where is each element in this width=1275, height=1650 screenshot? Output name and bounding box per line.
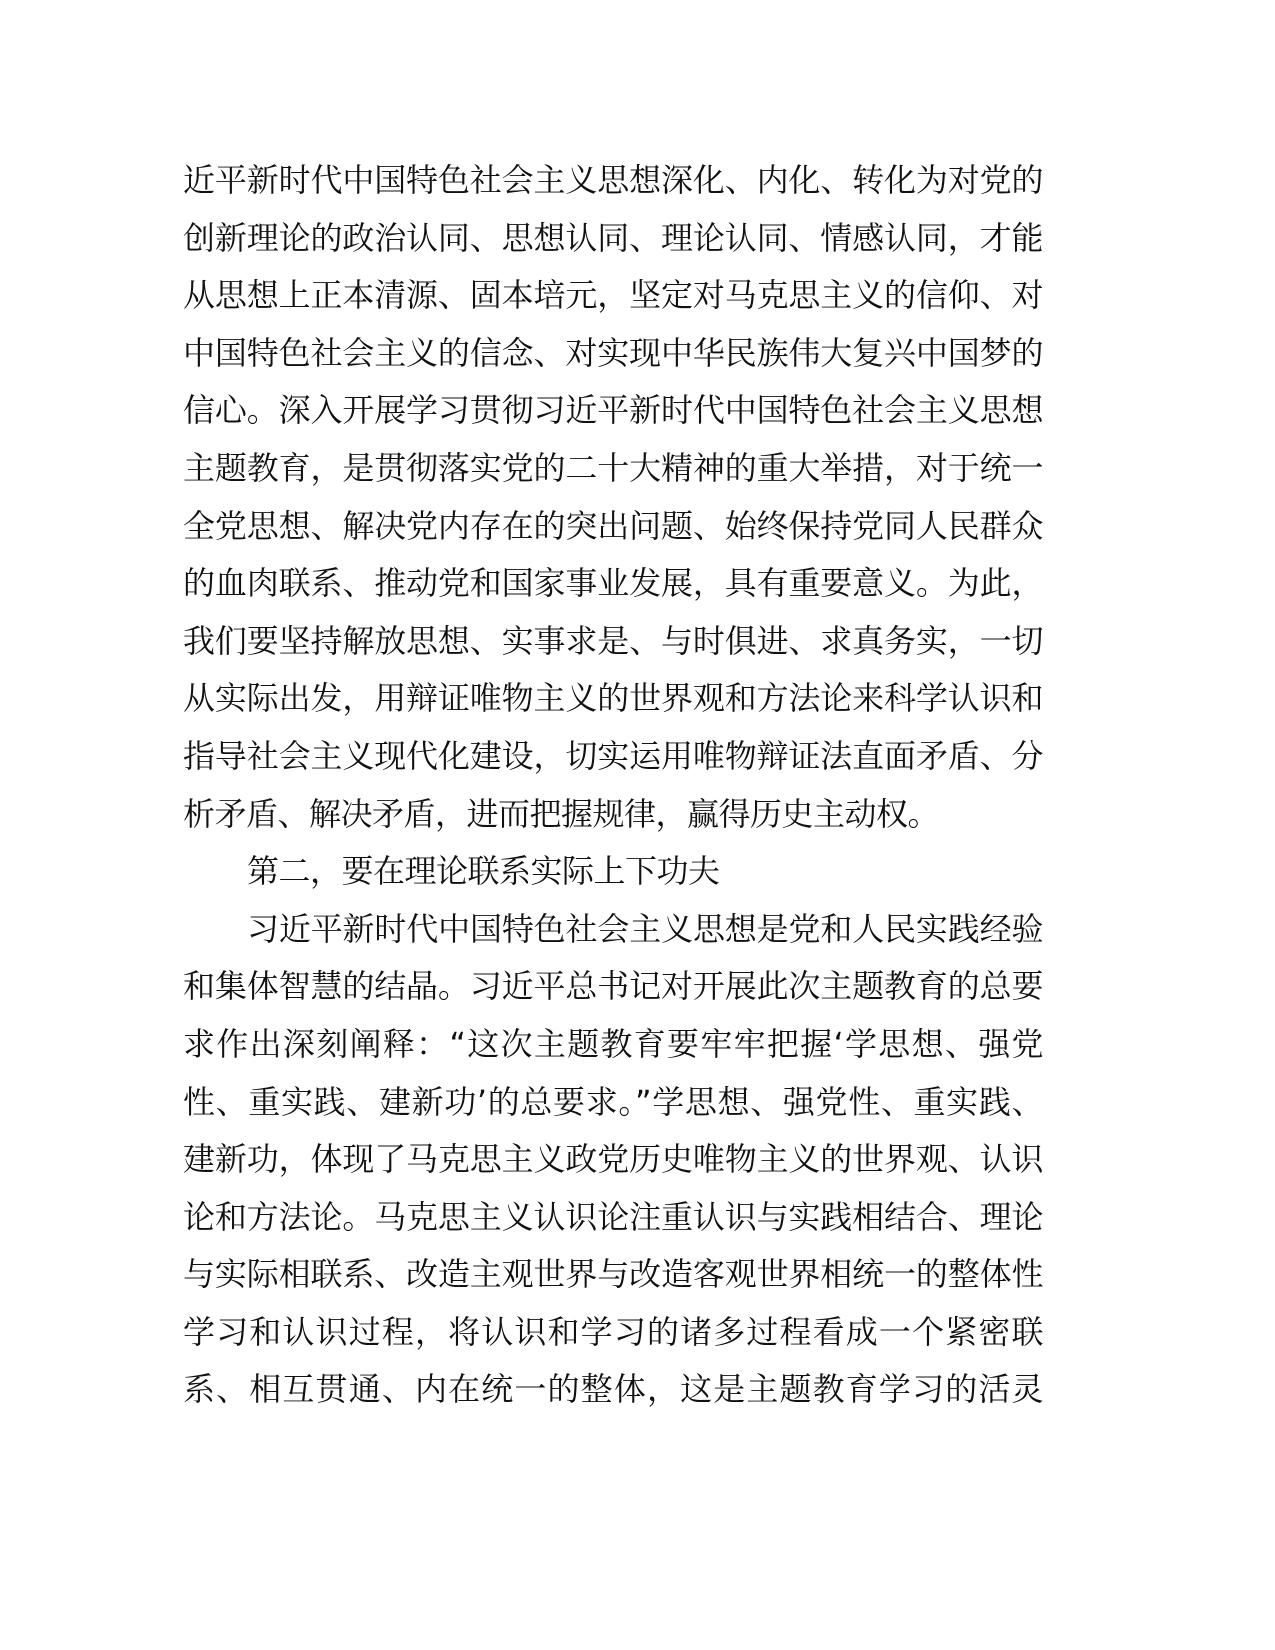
text-line: 全党思想、解决党内存在的突出问题、始终保持党同人民群众: [183, 506, 1043, 545]
text-line: 中国特色社会主义的信念、对实现中华民族伟大复兴中国梦的: [183, 333, 1043, 372]
paragraph-2: [183, 901, 1043, 1419]
text-line: 论和方法论。马克思主义认识论注重认识与实践相结合、理论: [183, 1197, 1043, 1236]
text-line: 指导社会主义现代化建设，切实运用唯物辩证法直面矛盾、分: [183, 736, 1043, 775]
text-line: 建新功，体现了马克思主义政党历史唯物主义的世界观、认识: [183, 1140, 1043, 1179]
text-line: 学习和认识过程，将认识和学习的诸多过程看成一个紧密联: [183, 1312, 1043, 1351]
text-line: 从思想上正本清源、固本培元，坚定对马克思主义的信仰、对: [183, 276, 1043, 315]
text-line: 性、重实践、建新功’的总要求。”学思想、强党性、重实践、: [183, 1082, 1043, 1121]
text-line: 近平新时代中国特色社会主义思想深化、内化、转化为对党的: [183, 161, 1043, 199]
paragraph-1: [183, 152, 1043, 843]
text-line: 和集体智慧的结晶。习近平总书记对开展此次主题教育的总要: [183, 967, 1043, 1006]
text-line: 习近平新时代中国特色社会主义思想是党和人民实践经验: [247, 909, 1043, 948]
text-line: 析矛盾、解决矛盾，进而把握规律，赢得历史主动权。: [183, 794, 940, 833]
text-line: 主题教育，是贯彻落实党的二十大精神的重大举措，对于统一: [183, 448, 1043, 487]
text-line: 系、相互贯通、内在统一的整体，这是主题教育学习的活灵: [183, 1370, 1043, 1409]
text-line: 与实际相联系、改造主观世界与改造客观世界相统一的整体性: [183, 1255, 1043, 1294]
section-heading: 第二，要在理论联系实际上下功夫: [247, 852, 720, 891]
text-line: 求作出深刻阐释：“这次主题教育要牢牢把握‘学思想、强党: [183, 1024, 1043, 1063]
text-line: 的血肉联系、推动党和国家事业发展，具有重要意义。为此，: [183, 564, 1043, 603]
text-line: 创新理论的政治认同、思想认同、理论认同、情感认同，才能: [183, 218, 1043, 257]
text-line: 从实际出发，用辩证唯物主义的世界观和方法论来科学认识和: [183, 679, 1043, 718]
text-line: 信心。深入开展学习贯彻习近平新时代中国特色社会主义思想: [183, 391, 1043, 430]
document-body: [183, 152, 1043, 1419]
text-line: 我们要坚持解放思想、实事求是、与时俱进、求真务实，一切: [183, 621, 1043, 660]
